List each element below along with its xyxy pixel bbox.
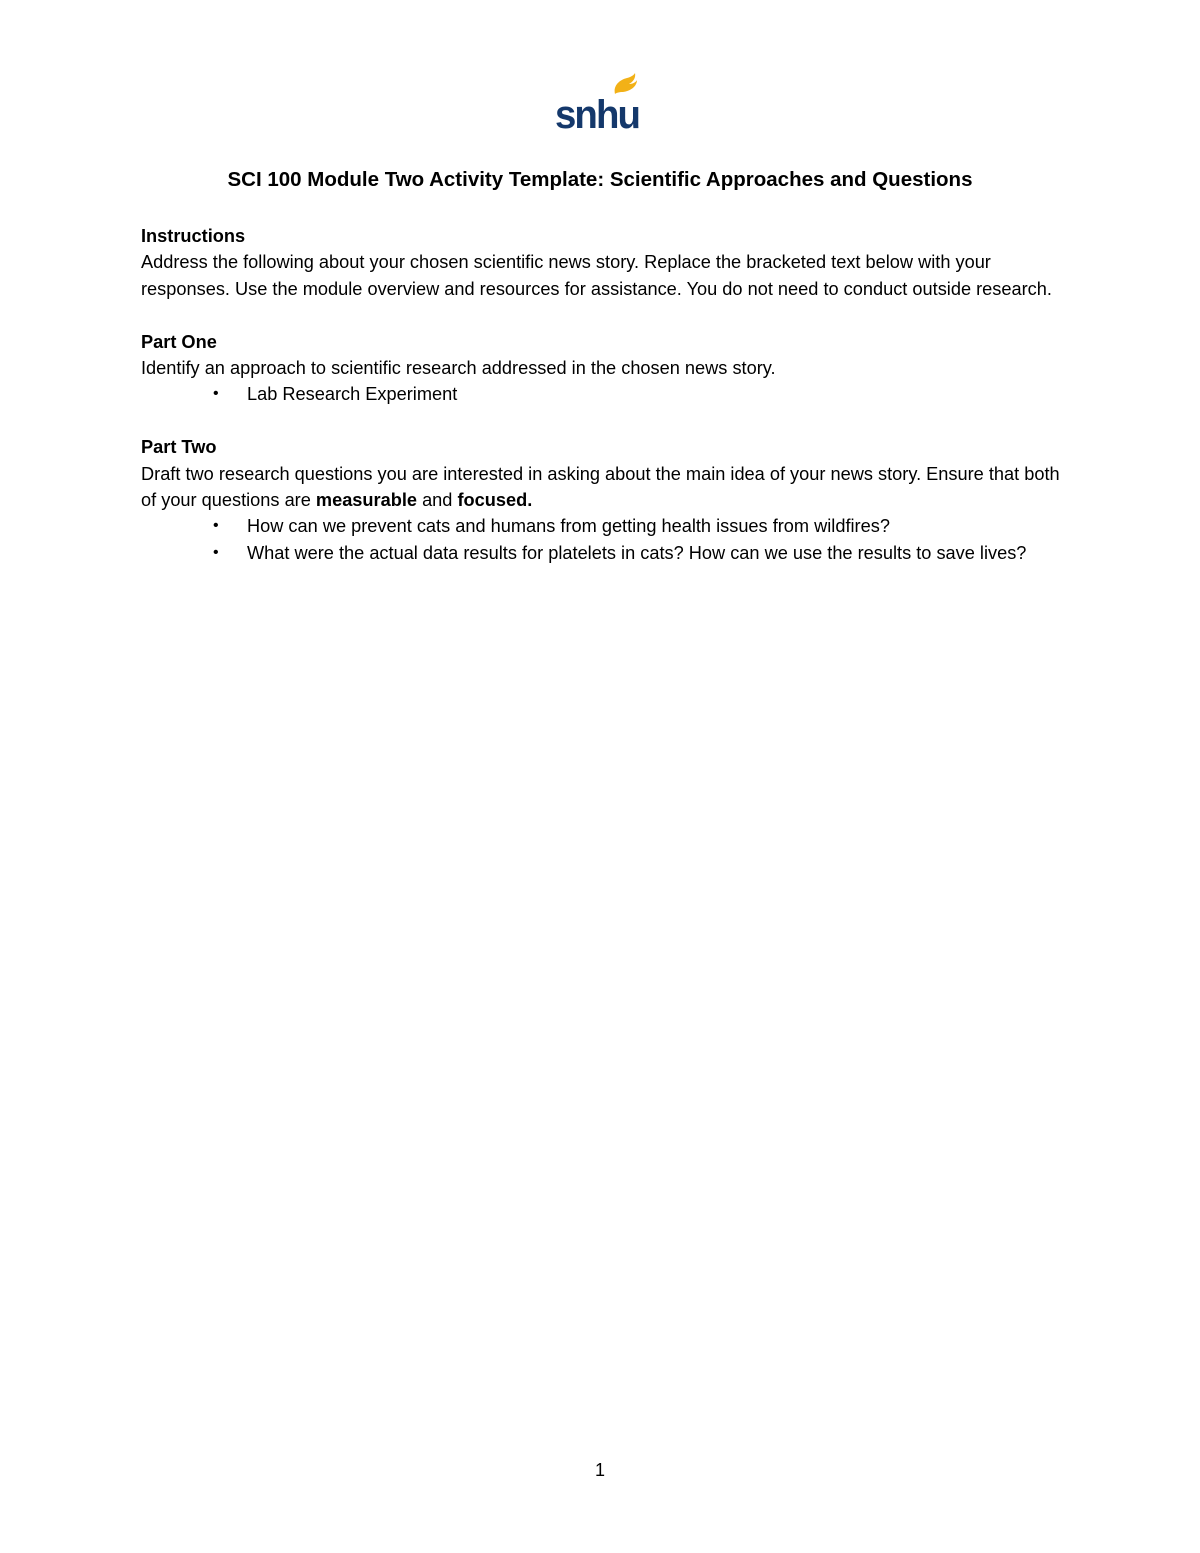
part-two-heading: Part Two [141, 437, 217, 458]
prompt-emphasis-focused: focused. [457, 490, 533, 511]
page-number: 1 [594, 1460, 605, 1480]
part-two-section [141, 434, 1061, 566]
part-two-prompt [141, 461, 1061, 514]
logo-wordmark: snhu [555, 93, 639, 134]
list-item-text: Lab Research Experiment [247, 384, 458, 405]
prompt-text: Draft two research questions you are interested in asking about the main idea of your news story. Ensure that both of your questions are [141, 463, 1060, 511]
list-item [141, 513, 1061, 539]
part-one-section [141, 329, 1061, 408]
part-one-prompt: Identify an approach to scientific research addressed in the chosen news story. [141, 358, 776, 379]
part-one-bullet-list [141, 381, 1061, 407]
list-item-text: How can we prevent cats and humans from getting health issues from wildfires? [247, 516, 890, 537]
bullet-icon: • [213, 543, 219, 561]
instructions-section [141, 223, 1061, 302]
instructions-heading: Instructions [141, 226, 246, 246]
snhu-logo [553, 72, 643, 134]
part-two-bullet-list [141, 513, 1061, 566]
flame-icon [615, 73, 637, 94]
document-title: SCI 100 Module Two Activity Template: Scientific Approaches and Questions [227, 168, 973, 191]
prompt-text-and: and [417, 490, 458, 511]
instructions-text: Address the following about your chosen scientific news story. Replace the bracketed text below with your responses. Use the module overview and resources for assistance. You do not need to conduct outside research. [141, 252, 1052, 299]
prompt-emphasis-measurable: measurable [315, 490, 418, 511]
list-item [141, 540, 1061, 566]
list-item-text: What were the actual data results for platelets in cats? How can we use the results to save lives? [247, 542, 1027, 563]
part-one-heading: Part One [141, 331, 217, 352]
bullet-icon: • [213, 385, 219, 403]
bullet-icon: • [213, 517, 219, 535]
list-item [141, 381, 1061, 407]
document-body [141, 223, 1061, 593]
